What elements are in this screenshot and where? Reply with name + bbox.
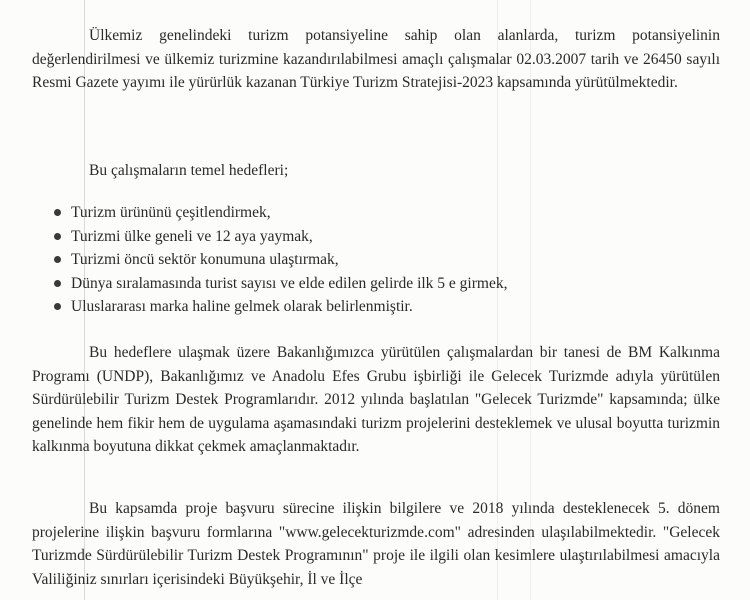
- intro-paragraph: Ülkemiz genelindeki turizm potansiyeline sahip olan alanlarda, turizm potansiyelinin değerlendirilmesi ve ülkemiz turizmine kazandırılabilmesi amaçlı çalışmalar 02.03.2007 tarih ve 26450 sayılı Resmi Gazete yayımı ile yürürlük kazanan Türkiye Turizm Stratejisi-2023 kapsamında yürütülmektedir.: [32, 27, 720, 91]
- goal-text: Turizmi ülke geneli ve 12 aya yaymak,: [71, 227, 313, 245]
- bullet-icon: [54, 233, 61, 240]
- goals-list: [54, 201, 714, 319]
- goal-text: Uluslararası marka haline gelmek olarak belirlenmiştir.: [71, 298, 413, 315]
- goal-item: [54, 295, 714, 319]
- bullet-icon: [54, 256, 61, 263]
- goal-item: [54, 272, 714, 296]
- bullet-icon: [54, 303, 61, 310]
- goal-text: Turizmi öncü sektör konumuna ulaştırmak,: [71, 251, 339, 268]
- goal-item: [54, 248, 714, 272]
- program-paragraph: Bu hedeflere ulaşmak üzere Bakanlığımızca yürütülen çalışmalardan bir tanesi de BM Kalkınma Programı (UNDP), Bakanlığımız ve Anadolu Efes Grubu işbirliği ile Gelecek Turizmde adıyla yürütülen Sürdürülebilir Turizm Destek Programlarıdır. 2012 yılında başlatılan "Gelecek Turizmde" kapsamında; ülke genelinde hem fikir hem de uygulama aşamasındaki turizm projelerini desteklemek ve ulusal boyutta turizmin kalkınma boyutuna dikkat çekmek amaçlanmaktadır.: [32, 344, 720, 455]
- goal-text: Turizm ürününü çeşitlendirmek,: [71, 204, 271, 221]
- application-paragraph: Bu kapsamda proje başvuru sürecine ilişkin bilgilere ve 2018 yılında desteklenecek 5. dönem projelerine ilişkin başvuru formlarına "www.gelecekturizmde.com" adresinden ulaşılabilmektedir. "Gelecek Turizmde Sürdürülebilir Turizm Destek Programının" proje ile ilgili olan kesimlere ulaştırılabilmesi amacıyla Valiliğiniz sınırları içerisindeki Büyükşehir, İl ve İlçe: [32, 500, 720, 588]
- bullet-icon: [54, 280, 61, 287]
- goal-item: [54, 225, 714, 249]
- goals-heading: Bu çalışmaların temel hedefleri;: [89, 162, 289, 179]
- goal-item: [54, 201, 714, 225]
- bullet-icon: [54, 209, 61, 216]
- goal-text: Dünya sıralamasında turist sayısı ve elde edilen gelirde ilk 5 e girmek,: [71, 274, 508, 292]
